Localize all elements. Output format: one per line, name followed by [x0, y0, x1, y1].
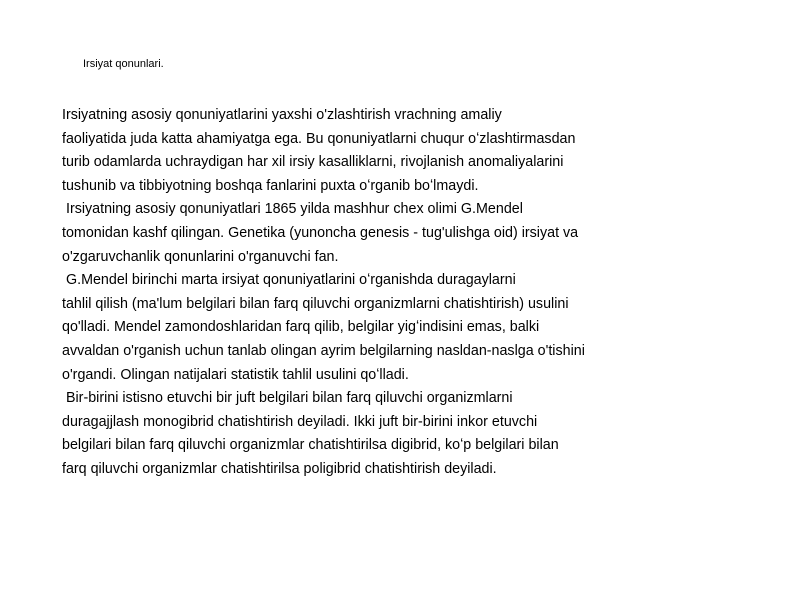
body-line: tomonidan kashf qilingan. Genetika (yunoncha genesis - tug'ulishga oid) irsiyat va — [62, 224, 579, 241]
body-line: belgilari bilan farq qiluvchi organizmlar chatishtirilsa digibrid, koʻp belgilari bilan — [62, 437, 559, 454]
body-line: qo'lladi. Mendel zamondoshlaridan farq qilib, belgilar yigʻindisini emas, balki — [62, 319, 540, 336]
slide-title: Irsiyat qonunlari. — [83, 58, 164, 70]
body-line: turib odamlarda uchraydigan har xil irsiy kasalliklarni, rivojlanish anomaliyalarini — [62, 154, 564, 171]
body-line: Bir-birini istisno etuvchi bir juft belgilari bilan farq qiluvchi organizmlarni — [62, 390, 513, 407]
body-line: tushunib va tibbiyotning boshqa fanlarini puxta oʻrganib boʻlmaydi. — [62, 177, 479, 194]
body-line: farq qiluvchi organizmlar chatishtirilsa poligibrid chatishtirish deyiladi. — [62, 460, 497, 477]
body-line: Irsiyatning asosiy qonuniyatlari 1865 yilda mashhur chex olimi G.Mendel — [62, 201, 523, 218]
body-line: faoliyatida juda katta ahamiyatga ega. Bu qonuniyatlarni chuqur oʻzlashtirmasdan — [62, 130, 576, 147]
body-line: duragajjlash monogibrid chatishtirish deyiladi. Ikki juft bir-birini inkor etuvchi — [62, 413, 538, 430]
body-line: o'zgaruvchanlik qonunlarini o'rganuvchi fan. — [62, 248, 339, 265]
body-line: Irsiyatning asosiy qonuniyatlarini yaxshi o'zlashtirish vrachning amaliy — [62, 107, 502, 123]
body-line: avvaldan o'rganish uchun tanlab olingan ayrim belgilarning nasldan-naslga o'tishini — [62, 342, 585, 359]
body-line: o'rgandi. Olingan natijalari statistik tahlil usulini qoʻlladi. — [62, 366, 409, 383]
body-line: G.Mendel birinchi marta irsiyat qonuniyatlarini oʻrganishda duragaylarni — [62, 272, 516, 289]
body-line: tahlil qilish (ma'lum belgilari bilan farq qiluvchi organizmlarni chatishtirish) usulini — [62, 295, 569, 312]
slide-body-text — [62, 104, 662, 482]
